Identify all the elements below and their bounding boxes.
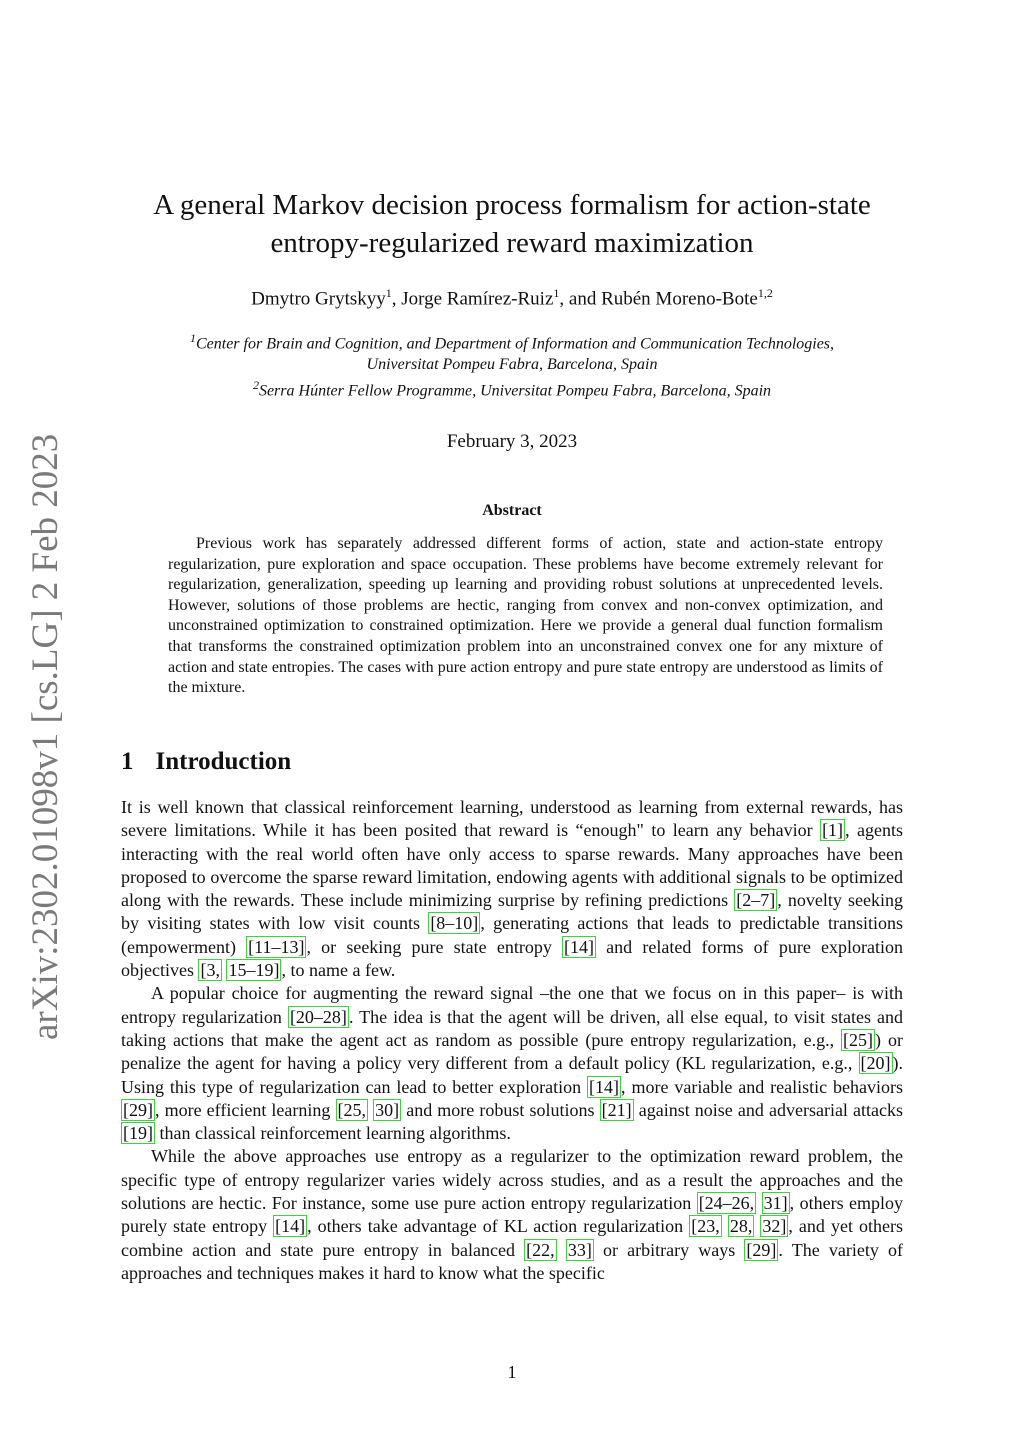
paragraph-text: , others take advantage of KL action regularization <box>307 1216 690 1237</box>
citation-link[interactable]: [22, <box>526 1239 555 1260</box>
affiliation-line: Universitat Pompeu Fabra, Barcelona, Spain <box>366 356 658 374</box>
paragraph-text: It is well known that classical reinforcement learning, understood as learning from external rewards, has severe limitations. While it has been posited that reward is “enough" to learn any behavior <box>121 797 903 841</box>
author-name: Rubén Moreno-Bote <box>601 288 758 310</box>
paragraph-text: or arbitrary ways <box>593 1239 745 1260</box>
author-affil-mark: 1 <box>553 286 560 300</box>
title-line-1: A general Markov decision process formalism for action-state <box>153 189 871 221</box>
citation-link[interactable]: [20–28] <box>289 1006 347 1027</box>
citation-link[interactable]: 31] <box>763 1193 788 1214</box>
citation-link[interactable]: [1] <box>822 820 844 841</box>
citation-link[interactable]: [25] <box>843 1029 874 1050</box>
paragraph-text: , novelty seeking by visiting states with low visit counts <box>121 890 904 934</box>
page-number: 1 <box>507 1362 517 1382</box>
author-conjunction: and <box>568 288 597 310</box>
paragraph-text: While the above approaches use entropy as a regularizer to the optimization reward problem, the specific type of entropy regularizer varies widely across studies, and as a result the approaches and the solutions are hectic. For instance, some use pure action entropy regularization <box>121 1146 903 1214</box>
body-paragraph <box>121 796 903 982</box>
citation-link[interactable]: 33] <box>567 1239 592 1260</box>
body-paragraph <box>121 1145 903 1285</box>
paragraph-text: , generating actions that leads to predictable transitions (empowerment) <box>121 913 903 957</box>
affiliation-line: $^2$Serra Húnter Fellow Programme, Universitat Pompeu Fabra, Barcelona, Spain <box>252 378 772 400</box>
citation-link[interactable]: [8–10] <box>430 913 479 934</box>
abstract-text: Previous work has separately addressed different forms of action, state and action-state entropy regularization, pure exploration and space occupation. These problems have become extremely relevant for regularization, generalization, speeding up learning and providing robust solutions at unprecedented levels. However, solutions of those problems are hectic, ranging from convex and non-convex optimization, and unconstrained optimization to constrained optimization. Here we provide a general dual function formalism that transforms the constrained optimization problem into an unconstrained convex one for any mixture of action and state entropies. The cases with pure action entropy and pure state entropy are understood as limits of the mixture. <box>168 535 883 697</box>
author-name: Dmytro Grytskyy <box>251 288 386 310</box>
paragraph-text: A popular choice for augmenting the reward signal –the one that we focus on in this paper– is with entropy regularization <box>121 983 903 1027</box>
arxiv-identifier-stamp: arXiv:2302.01098v1 [cs.LG] 2 Feb 2023 <box>25 433 66 1040</box>
citation-link[interactable]: [23, <box>691 1216 720 1237</box>
paragraph-text: than classical reinforcement learning algorithms. <box>155 1123 511 1144</box>
paragraph-text: , to name a few. <box>281 960 396 981</box>
citation-link[interactable]: [24–26, <box>698 1193 755 1214</box>
author-affil-mark: 1 <box>385 286 392 300</box>
citation-link[interactable]: [11–13] <box>248 936 305 957</box>
section-number: 1 <box>121 748 134 775</box>
citation-link[interactable]: [14] <box>564 936 594 957</box>
paragraph-text: , and yet others combine action and state pure entropy in balanced <box>121 1216 904 1260</box>
publication-date: February 3, 2023 <box>446 431 578 452</box>
citation-link[interactable]: [19] <box>123 1123 153 1144</box>
author-name: Jorge Ramírez-Ruiz <box>401 288 554 310</box>
paragraph-text: , more variable and realistic behaviors <box>621 1076 904 1097</box>
author-affil-mark: 1,2 <box>757 286 773 300</box>
paragraph-text: ) or penalize the agent for having a policy very different from a default policy (KL regularization, e.g., <box>121 1029 903 1074</box>
section-heading <box>121 748 291 776</box>
paragraph-text: . The idea is that the agent will be driven, all else equal, to visit states and taking actions that make the agent act as random as possible (pure entropy regularization, e.g., <box>121 1006 903 1050</box>
paragraph-text: against noise and adversarial attacks <box>633 1099 904 1120</box>
citation-link[interactable]: [2–7] <box>736 890 776 911</box>
affiliation-line: $^1$Center for Brain and Cognition, and Department of Information and Communication Technologies, <box>189 331 835 353</box>
affiliations <box>100 328 924 402</box>
paragraph-text: . The variety of approaches and techniques makes it hard to know what the specific <box>121 1239 904 1283</box>
citation-link[interactable]: [29] <box>123 1099 153 1120</box>
paragraph-text <box>756 1193 761 1213</box>
paragraph-text: , more efficient learning <box>155 1099 336 1120</box>
introduction-body <box>121 796 903 1285</box>
citation-link[interactable]: [25, <box>337 1099 366 1120</box>
citation-link[interactable]: 30] <box>375 1099 400 1120</box>
paragraph-text <box>722 1216 728 1236</box>
citation-link[interactable]: [3, <box>200 960 220 981</box>
abstract-heading: Abstract <box>482 502 542 519</box>
paragraph-text: and related forms of pure exploration objectives <box>121 936 903 981</box>
citation-link[interactable]: [20] <box>860 1053 891 1074</box>
body-paragraph <box>121 982 903 1145</box>
paragraph-text: and more robust solutions <box>401 1099 600 1120</box>
citation-link[interactable]: [21] <box>601 1099 632 1120</box>
citation-link[interactable]: [14] <box>275 1216 306 1237</box>
paragraph-text: , others employ purely state entropy <box>121 1193 904 1237</box>
paragraph-text: , or seeking pure state entropy <box>306 936 562 957</box>
citation-link[interactable]: [14] <box>589 1076 620 1097</box>
paragraph-text: , agents interacting with the real world often have only access to sparse rewards. Many approaches have been proposed to overcome the sparse reward limitation, endowing agents with additional signals to be optimized along with the rewards. These include minimizing surprise by refining predictions <box>121 820 903 911</box>
citation-link[interactable]: 32] <box>762 1216 787 1237</box>
citation-link[interactable]: 28, <box>729 1216 753 1237</box>
section-title: Introduction <box>155 748 292 775</box>
paragraph-text: ). Using this type of regularization can lead to better exploration <box>121 1053 903 1097</box>
author-list: Dmytro Grytskyy$^1$, Jorge Ramírez-Ruiz$^1$, and Rubén Moreno-Bote$^{1,2}$ <box>251 286 773 310</box>
citation-link[interactable]: [29] <box>746 1239 777 1260</box>
paragraph-text <box>557 1240 566 1260</box>
paper-title <box>100 186 924 262</box>
title-line-2: entropy-regularized reward maximization <box>270 227 754 259</box>
citation-link[interactable]: 15–19] <box>228 960 280 981</box>
